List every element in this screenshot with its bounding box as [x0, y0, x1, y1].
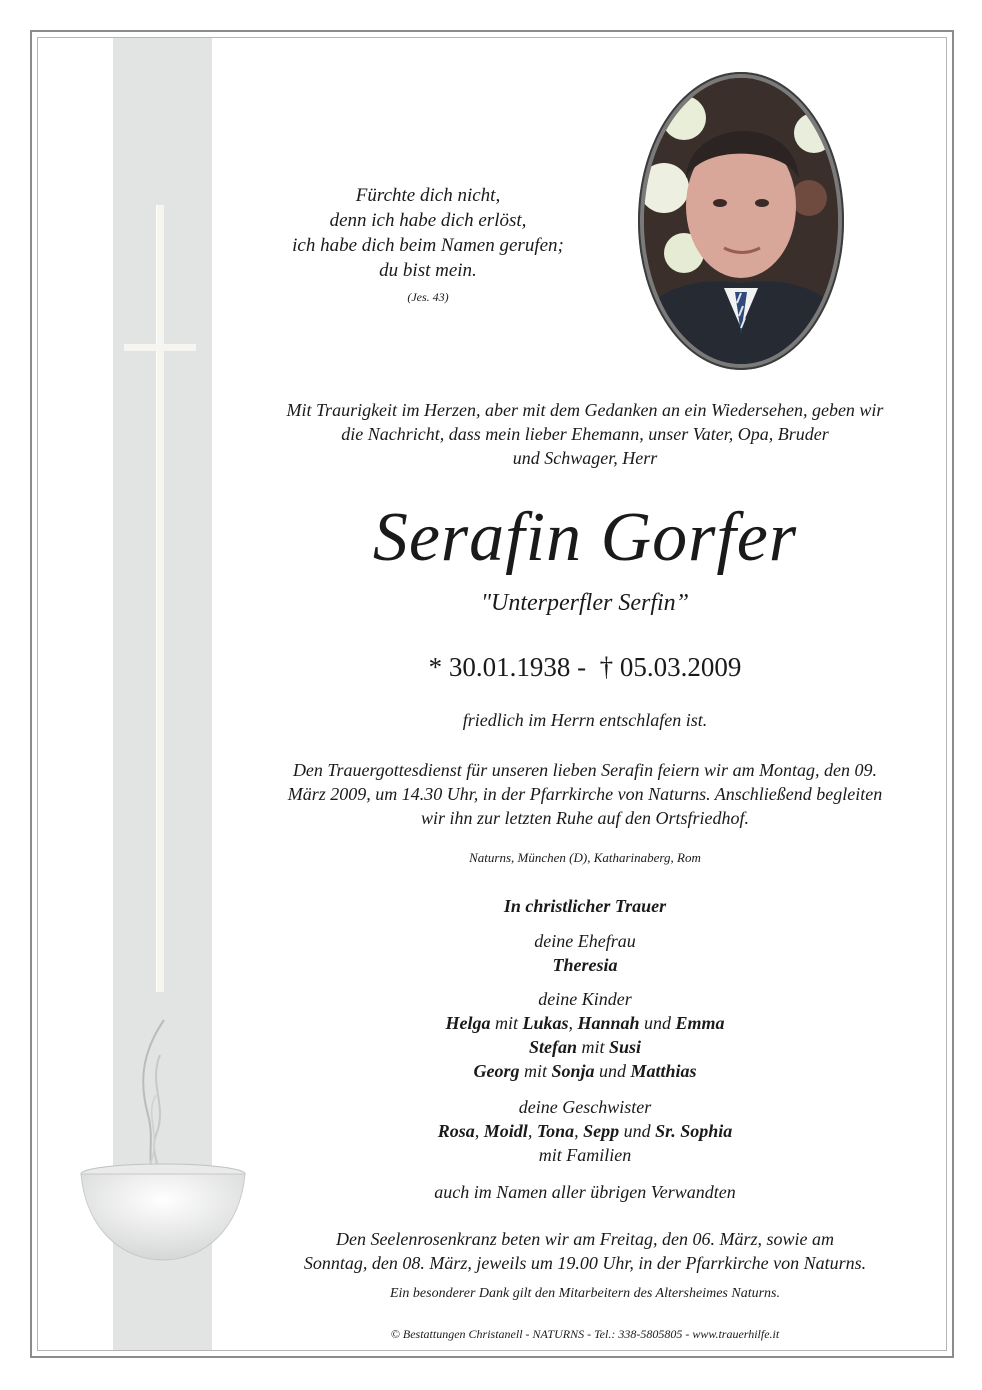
verse-line: ich habe dich beim Namen gerufen; [292, 235, 564, 256]
relatives-text: auch im Namen aller übrigen Verwandten [434, 1182, 736, 1202]
children-block [240, 987, 930, 1083]
flame-icon [120, 1015, 180, 1175]
verse-line: du bist mein. [379, 260, 477, 281]
verse-line: denn ich habe dich erlöst, [329, 210, 527, 231]
connector: und [619, 1121, 656, 1141]
sibling-name: Rosa [437, 1121, 475, 1141]
children-line [240, 1059, 930, 1083]
cross-bar [124, 344, 196, 351]
wife-label: deine Ehefrau [534, 931, 636, 951]
connector: und [639, 1013, 676, 1033]
wife-name: Theresia [552, 955, 618, 975]
service-text [240, 758, 930, 830]
bowl-icon [78, 1160, 248, 1265]
child-name: Sonja [551, 1061, 595, 1081]
service-line: wir ihn zur letzten Ruhe auf den Ortsfriedhof. [421, 808, 749, 828]
mourners-heading: In christlicher Trauer [503, 896, 667, 916]
places-text: Naturns, München (D), Katharinaberg, Rom [469, 850, 701, 865]
bible-verse [240, 183, 616, 283]
connector: mit [490, 1013, 523, 1033]
intro-line: und Schwager, Herr [512, 448, 658, 468]
child-name: Hannah [577, 1013, 640, 1033]
portrait-photo [638, 72, 844, 370]
service-line: März 2009, um 14.30 Uhr, in der Pfarrkirche von Naturns. Anschließend begleiten [287, 784, 883, 804]
child-name: Matthias [630, 1061, 697, 1081]
child-name: Susi [609, 1037, 642, 1057]
intro-line: Mit Traurigkeit im Herzen, aber mit dem Gedanken an ein Wiedersehen, geben wir [286, 400, 884, 420]
child-name: Georg [473, 1061, 520, 1081]
connector: und [594, 1061, 631, 1081]
connector: , [527, 1121, 537, 1141]
thanks-text: Ein besonderer Dank gilt den Mitarbeitern des Altersheimes Naturns. [389, 1286, 780, 1301]
siblings-block [240, 1095, 930, 1167]
sibling-name: Sepp [583, 1121, 620, 1141]
rosary-line: Sonntag, den 08. März, jeweils um 19.00 Uhr, in der Pfarrkirche von Naturns. [303, 1253, 867, 1273]
life-dates: * 30.01.1938 - † 05.03.2009 [428, 652, 742, 682]
mourners-list [240, 929, 930, 977]
child-name: Emma [675, 1013, 725, 1033]
intro-line: die Nachricht, dass mein lieber Ehemann, unser Vater, Opa, Bruder [341, 424, 829, 444]
connector: mit [519, 1061, 552, 1081]
connector: , [574, 1121, 584, 1141]
rosary-line: Den Seelenrosenkranz beten wir am Freitag, den 06. März, sowie am [335, 1229, 835, 1249]
verse-line: Fürchte dich nicht, [355, 185, 501, 206]
deceased-name: Serafin Gorfer [372, 499, 798, 576]
connector: mit [576, 1037, 609, 1057]
intro-text [240, 398, 930, 470]
children-label: deine Kinder [538, 989, 632, 1009]
connector: , [474, 1121, 484, 1141]
siblings-line [240, 1119, 930, 1143]
child-name: Helga [445, 1013, 491, 1033]
sibling-name: Tona [536, 1121, 575, 1141]
service-line: Den Trauergottesdienst für unseren lieben Serafin feiern wir am Montag, den 09. [292, 760, 878, 780]
sibling-name: Moidl [483, 1121, 528, 1141]
child-name: Stefan [528, 1037, 577, 1057]
children-line [240, 1011, 930, 1035]
sibling-name: Sr. Sophia [655, 1121, 733, 1141]
footer-credit: © Bestattungen Christanell - NATURNS - Tel.: 338-5805805 - www.trauerhilfe.it [390, 1327, 780, 1341]
connector: , [568, 1013, 578, 1033]
siblings-suffix: mit Familien [538, 1145, 632, 1165]
cross-icon [156, 205, 164, 992]
child-name: Lukas [522, 1013, 569, 1033]
deceased-nickname: "Unterperfler Serfin” [480, 590, 690, 616]
rosary-text [240, 1227, 930, 1275]
passing-text: friedlich im Herrn entschlafen ist. [462, 710, 708, 730]
verse-reference: (Jes. 43) [407, 290, 449, 304]
siblings-label: deine Geschwister [518, 1097, 652, 1117]
children-line [240, 1035, 930, 1059]
